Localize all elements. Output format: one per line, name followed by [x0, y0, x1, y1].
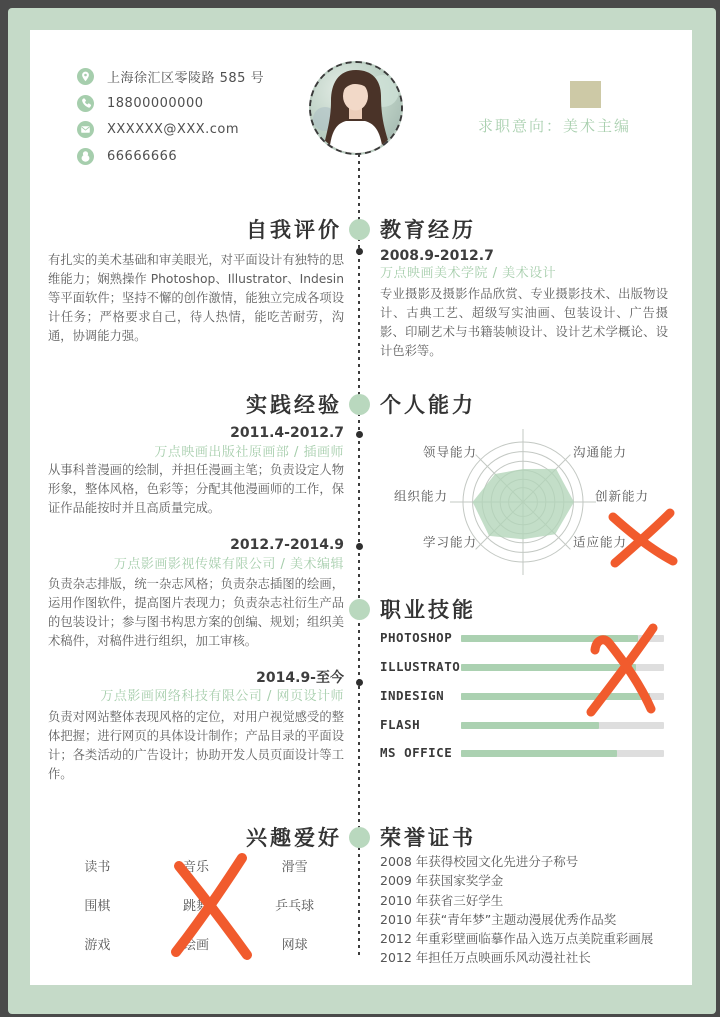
- honor-item: 2010 年获省三好学生: [380, 892, 504, 908]
- skill-bar-track: [461, 664, 664, 671]
- timeline-node-icon: [349, 827, 370, 848]
- avatar: [309, 61, 403, 155]
- timeline-dot-icon: [356, 248, 363, 255]
- skill-row: [380, 686, 668, 706]
- hobby-item: 游戏: [84, 938, 111, 953]
- hobby-item: 网球: [281, 938, 308, 953]
- experience-org: 万点影画影视传媒有限公司 / 美术编辑: [113, 557, 344, 572]
- section-title-honors: 荣誉证书: [380, 826, 476, 850]
- skill-bar-fill: [461, 693, 650, 700]
- hobby-item: 绘画: [182, 938, 209, 953]
- education-body: 专业摄影及摄影作品欣赏、专业摄影技术、出版物设计、古典工艺、超级写实油画、包装设计、广告摄影、印刷艺术与书籍装帧设计、设计艺术学概论、设计色彩等。: [380, 287, 668, 358]
- hobby-item: 音乐: [182, 860, 209, 875]
- self-evaluation-body: 有扎实的美术基础和审美眼光，对平面设计有独特的思维能力；娴熟操作 Photoshop、Illustrator、Indesin 等平面软件；坚持不懈的创作激情，能独立完成各项设计任务；严格要求自己，待人热情，能吃苦耐劳，沟通，协调能力强。: [48, 253, 344, 343]
- contact-qq: 66666666: [107, 148, 178, 164]
- radar-axis-label: 组织能力: [393, 488, 448, 504]
- skill-name: INDESIGN: [380, 688, 445, 703]
- section-title-skills: 职业技能: [380, 598, 476, 622]
- skill-bar-track: [461, 693, 664, 700]
- skill-row: [380, 743, 668, 763]
- hobby-item: 读书: [84, 860, 111, 875]
- honor-item: 2012 年担任万点映画乐风动漫社社长: [380, 950, 591, 966]
- timeline-node-icon: [349, 219, 370, 240]
- phone-icon: [77, 95, 94, 112]
- contact-address-row: [77, 66, 264, 86]
- skill-row: [380, 628, 668, 648]
- location-pin-icon: [77, 68, 94, 85]
- hobby-item: 乒乓球: [275, 899, 315, 914]
- experience-period: 2014.9-至今: [256, 670, 344, 686]
- timeline-node-icon: [349, 599, 370, 620]
- section-title-ability: 个人能力: [380, 393, 476, 417]
- radar-axis-label: 领导能力: [422, 444, 478, 460]
- section-title-self-evaluation: 自我评价: [246, 218, 342, 242]
- contact-phone-row: [77, 93, 203, 113]
- skill-bar-fill: [461, 722, 599, 729]
- portrait-illustration: [311, 63, 401, 153]
- honors-list: [380, 852, 680, 968]
- skill-name: PHOTOSHOP: [380, 630, 453, 645]
- skill-bar-track: [461, 750, 664, 757]
- honor-item: 2009 年获国家奖学金: [380, 873, 504, 889]
- experience-period: 2011.4-2012.7: [230, 425, 344, 441]
- radar-axis-label: 学习能力: [422, 534, 478, 550]
- radar-axis-label: 创新能力: [595, 488, 650, 504]
- contact-email-row: [77, 119, 239, 139]
- hobby-item: 围棋: [84, 899, 111, 914]
- section-title-experience: 实践经验: [246, 393, 342, 417]
- decor-beige-square: [570, 81, 601, 108]
- experience-period: 2012.7-2014.9: [230, 537, 344, 553]
- contact-address: 上海徐汇区零陵路 585 号: [107, 70, 265, 86]
- contact-email: XXXXXX@XXX.com: [107, 121, 240, 137]
- experience-body: 负责对网站整体表现风格的定位，对用户视觉感受的整体把握；进行网页的具体设计制作；产品目录的平面设计；各类活动的广告设计；协助开发人员页面设计等工作。: [48, 710, 344, 781]
- contact-qq-row: [77, 146, 177, 166]
- skill-bar-track: [461, 635, 664, 642]
- education-period: 2008.9-2012.7: [380, 248, 494, 264]
- skill-name: MS OFFICE: [380, 745, 453, 760]
- skill-row: [380, 715, 668, 735]
- experience-body: 负责杂志排版，统一杂志风格；负责杂志插图的绘画，运用作图软件，提高图片表现力；负责杂志社衍生产品的包装设计；参与图书构思方案的创编、规划；组织美术稿件，对稿件进行组织，加工审核。: [48, 577, 344, 648]
- skill-name: FLASH: [380, 717, 421, 732]
- mail-icon: [77, 121, 94, 138]
- job-intention: 求职意向：美术主编: [478, 117, 632, 135]
- education-school: 万点映画美术学院 / 美术设计: [380, 266, 557, 281]
- experience-org: 万点映画出版社原画部 / 插画师: [154, 445, 344, 460]
- hobby-item: 滑雪: [281, 860, 308, 875]
- honor-item: 2008 年获得校园文化先进分子称号: [380, 854, 579, 869]
- section-title-education: 教育经历: [380, 218, 476, 242]
- skill-name: ILLUSTRATO: [380, 659, 461, 674]
- qq-penguin-icon: [77, 148, 94, 165]
- timeline-dot-icon: [356, 679, 363, 686]
- skill-bar-fill: [461, 750, 617, 757]
- section-title-hobbies: 兴趣爱好: [246, 826, 342, 850]
- radar-axis-label: 沟通能力: [572, 444, 628, 460]
- skill-row: [380, 657, 668, 677]
- honor-item: 2010 年获“青年梦”主题动漫展优秀作品奖: [380, 911, 617, 927]
- hobbies-grid: [48, 858, 344, 955]
- timeline-node-icon: [349, 394, 370, 415]
- honor-item: 2012 年重彩壁画临摹作品入选万点美院重彩画展: [380, 931, 654, 947]
- ability-radar-chart: [350, 425, 650, 580]
- radar-axis-label: 适应能力: [572, 534, 628, 550]
- hobby-item: 跳舞: [182, 899, 209, 914]
- skill-bar-track: [461, 722, 664, 729]
- skill-bar-fill: [461, 635, 638, 642]
- skill-bar-fill: [461, 664, 636, 671]
- experience-body: 从事科普漫画的绘制，并担任漫画主笔；负责设定人物形象，整体风格，色彩等；分配其他漫画师的工作，保证作品能按时并且高质量完成。: [48, 463, 344, 515]
- contact-phone: 18800000000: [107, 95, 204, 111]
- resume-card: [30, 30, 692, 985]
- experience-org: 万点影画网络科技有限公司 / 网页设计师: [100, 689, 344, 704]
